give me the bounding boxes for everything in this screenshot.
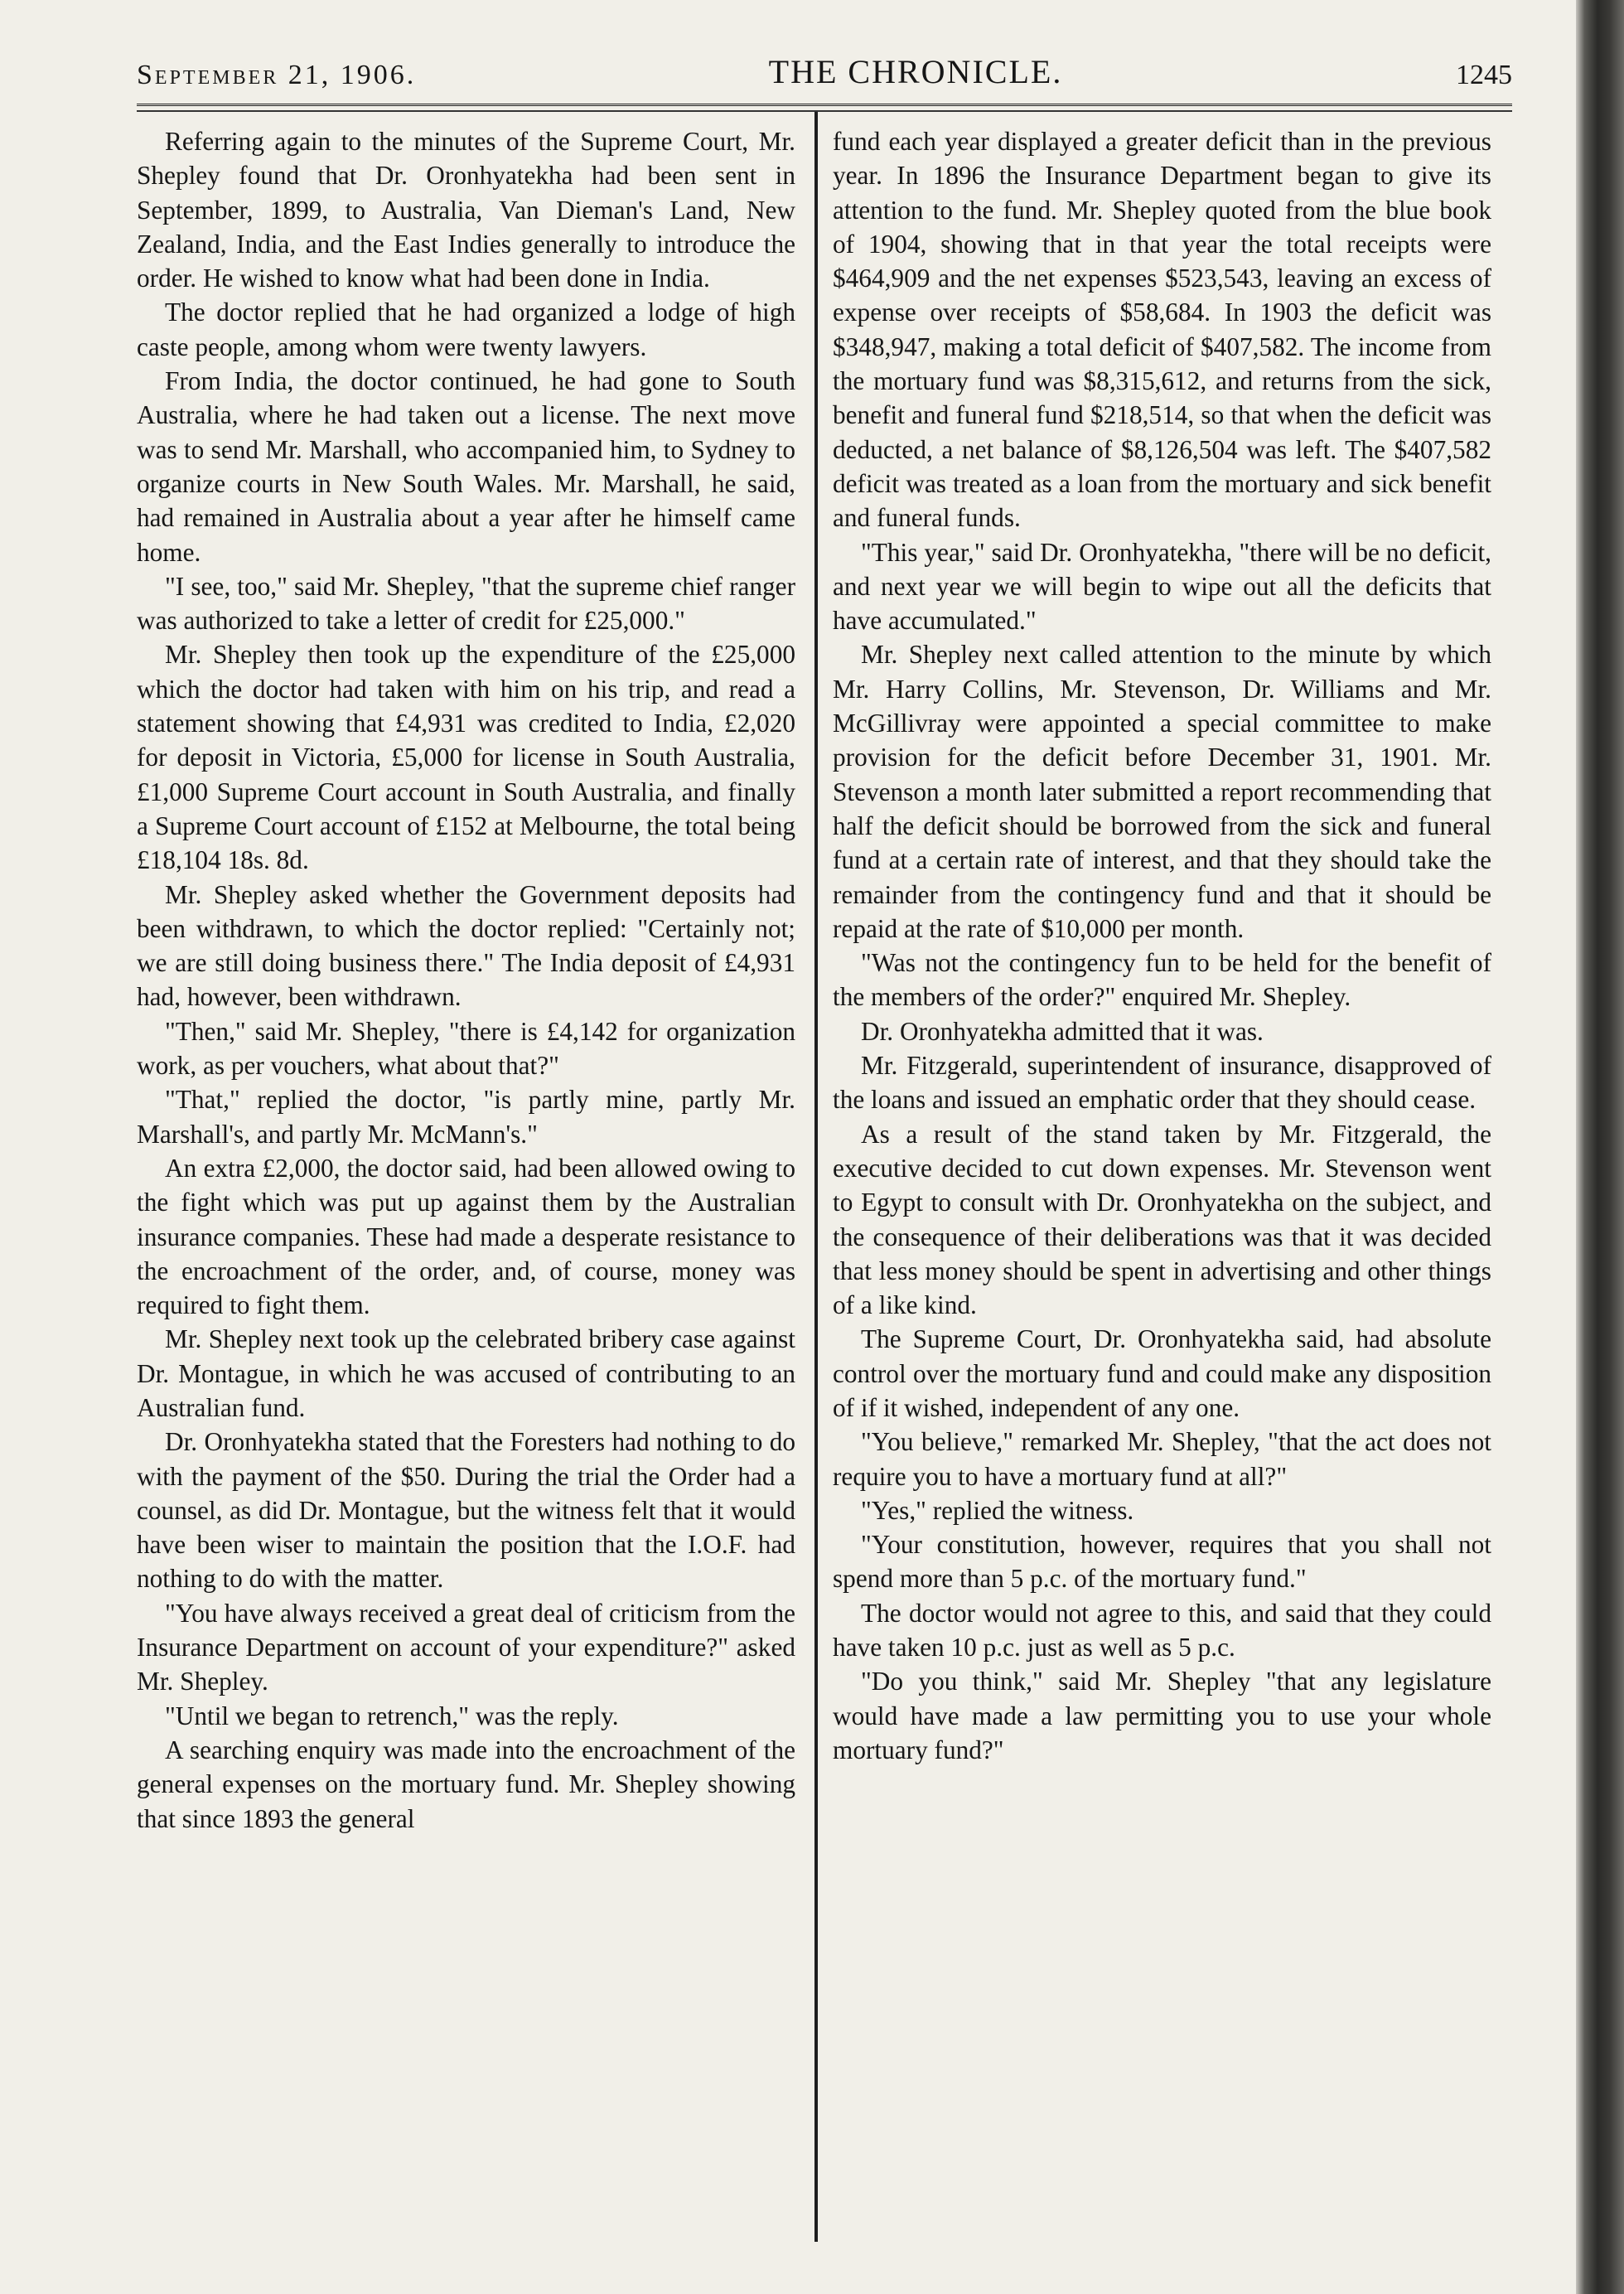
page-number: 1245 [1455,60,1512,90]
paragraph: "Until we began to retrench," was the reply. [165,1701,619,1730]
paragraph: "That," replied the doctor, "is partly mine, partly Mr. Marshall's, and partly Mr. McMann's." [137,1085,795,1149]
paragraph: The doctor would not agree to this, and said that they could have taken 10 p.c. just as well as 5 p.c. [833,1598,1491,1662]
paragraph: As a result of the stand taken by Mr. Fitzgerald, the executive decided to cut down expenses. Mr. Stevenson went to Egypt to consult with Dr. Oronhyatekha on the subject, and the consequence of their deliberations was that it was decided that less money should be spent in advertising and other things of a like kind. [833,1119,1491,1320]
header-rule [137,104,1512,112]
paragraph: The Supreme Court, Dr. Oronhyatekha said, had absolute control over the mortuary fund and could make any disposition of if it wished, independent of any one. [833,1324,1491,1422]
paragraph: Dr. Oronhyatekha stated that the Foresters had nothing to do with the payment of the $50. During the trial the Order had a counsel, as did Dr. Montague, but the witness felt that it would have been wiser to maintain the position that the I.O.F. had nothing to do with the matter. [137,1427,795,1594]
column-divider [814,112,818,2242]
paragraph: "You have always received a great deal of criticism from the Insurance Department on account of your expenditure?" asked Mr. Shepley. [137,1598,795,1696]
paragraph: The doctor replied that he had organized a lodge of high caste people, among whom were twenty lawyers. [137,298,795,361]
scan-edge [1576,0,1624,2294]
issue-date: September 21, 1906. [137,60,417,90]
paragraph: An extra £2,000, the doctor said, had been allowed owing to the fight which was put up against them by the Australian insurance companies. These had made a desperate resistance to the encroachment of the order, and, of course, money was required to fight them. [137,1153,795,1320]
left-column [137,124,795,2229]
paragraph: "Then," said Mr. Shepley, "there is £4,142 for organization work, as per vouchers, what about that?" [137,1016,795,1081]
paragraph: Mr. Shepley next took up the celebrated bribery case against Dr. Montague, in which he was accused of contributing to an Australian fund. [137,1324,795,1422]
paragraph: Mr. Shepley next called attention to the minute by which Mr. Harry Collins, Mr. Stevenson, Dr. Williams and Mr. McGillivray were appointed a special committee to make provision for the deficit before December 31, 1901. Mr. Stevenson a month later submitted a report recommending that half the deficit should be borrowed from the sick and funeral fund at a certain rate of interest, and that they should take the remainder from the contingency fund and that it should be repaid at the rate of $10,000 per month. [833,640,1491,943]
paragraph: Dr. Oronhyatekha admitted that it was. [861,1016,1264,1046]
paragraph: "Your constitution, however, requires that you shall not spend more than 5 p.c. of the mortuary fund." [833,1530,1491,1594]
newspaper-page [137,41,1512,2279]
paragraph: A searching enquiry was made into the encroachment of the general expenses on the mortuary fund. Mr. Shepley showing that since 1893 the general [137,1735,795,1833]
paragraph: Mr. Fitzgerald, superintendent of insurance, disapproved of the loans and issued an emphatic order that they should cease. [833,1051,1491,1115]
paragraph: "This year," said Dr. Oronhyatekha, "there will be no deficit, and next year we will begin to wipe out all the deficits that have accumulated." [833,537,1491,636]
paragraph: "Was not the contingency fun to be held for the benefit of the members of the order?" enquired Mr. Shepley. [833,948,1491,1012]
paragraph: "Do you think," said Mr. Shepley "that any legislature would have made a law permitting you to use your whole mortuary fund?" [833,1667,1491,1764]
paragraph: fund each year displayed a greater deficit than in the previous year. In 1896 the Insurance Department began to give its attention to the fund. Mr. Shepley quoted from the blue book of 1904, showing that in that year the total receipts were $464,909 and the net expenses $523,543, leaving an excess of expense over receipts of $58,684. In 1903 the deficit was $348,947, making a total deficit of $407,582. The income from the mortuary fund was $8,315,612, and returns from the sick, benefit and funeral fund $218,514, so that when the deficit was deducted, a net balance of $8,126,504 was left. The $407,582 deficit was treated as a loan from the mortuary and sick benefit and funeral funds. [833,127,1491,533]
paragraph: Mr. Shepley then took up the expenditure of the £25,000 which the doctor had taken with him on his trip, and read a statement showing that £4,931 was credited to India, £2,020 for deposit in Victoria, £5,000 for license in South Australia, £1,000 Supreme Court account in South Australia, and finally a Supreme Court account of £152 at Melbourne, the total being £18,104 18s. 8d. [137,640,795,875]
paragraph: Mr. Shepley asked whether the Government deposits had been withdrawn, to which the doctor replied: "Certainly not; we are still doing business there." The India deposit of £4,931 had, however, been withdrawn. [137,879,795,1012]
paragraph: "You believe," remarked Mr. Shepley, "that the act does not require you to have a mortuary fund at all?" [833,1427,1491,1491]
paragraph: From India, the doctor continued, he had gone to South Australia, where he had taken out a license. The next move was to send Mr. Marshall, who accompanied him, to Sydney to organize courts in New South Wales. Mr. Marshall, he said, had remained in Australia about a year after he himself came home. [137,366,795,567]
page-header [137,41,1512,91]
paragraph: Referring again to the minutes of the Supreme Court, Mr. Shepley found that Dr. Oronhyatekha had been sent in September, 1899, to Australia, Van Dieman's Land, New Zealand, India, and the East Indies generally to introduce the order. He wished to know what had been done in India. [137,127,795,293]
right-column [833,124,1491,2229]
paragraph: "Yes," replied the witness. [861,1495,1134,1525]
publication-title: THE CHRONICLE. [768,53,1063,90]
paragraph: "I see, too," said Mr. Shepley, "that the supreme chief ranger was authorized to take a letter of credit for £25,000." [137,571,795,636]
